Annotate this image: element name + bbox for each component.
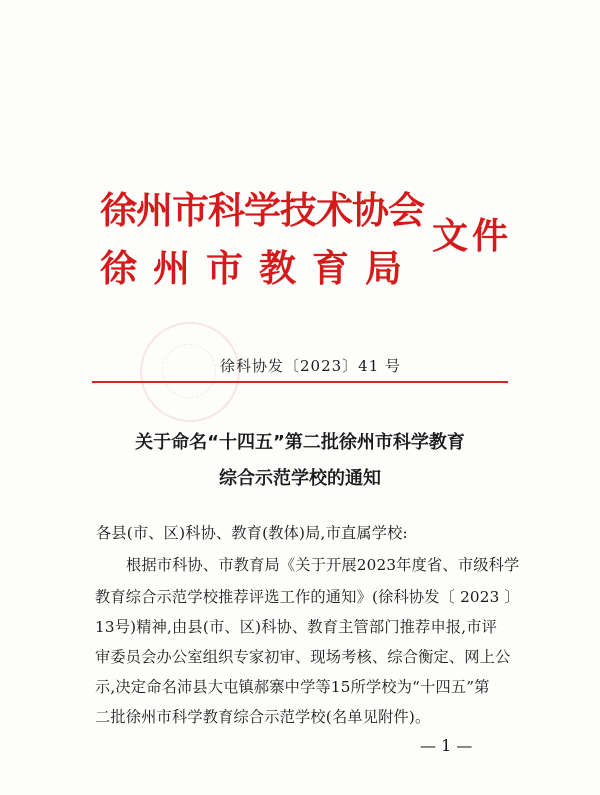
notice-title-line-1: 关于命名“十四五”第二批徐州市科学教育	[135, 432, 465, 453]
issuer-name-education-bureau: 徐州市教育局	[100, 247, 418, 290]
body-text-line: 二批徐州市科学教育综合示范学校(名单见附件)。	[95, 708, 431, 726]
issuer-name-science-association: 徐州市科学技术协会	[100, 189, 424, 232]
faint-seal-inner-ring	[162, 344, 216, 398]
body-text-line: 教育综合示范学校推荐评选工作的通知》(徐科协发〔 2023 〕	[95, 588, 520, 606]
notice-title-line-2: 综合示范学校的通知	[219, 468, 381, 489]
salutation: 各县(市、区)科协、教育(教体)局,市直属学校:	[96, 524, 408, 542]
body-text-line: 根据市科协、市教育局《关于开展2023年度省、市级科学	[126, 556, 520, 574]
document-type-label: 文件	[432, 216, 513, 257]
page-number: — 1 —	[420, 736, 473, 755]
red-divider-line	[92, 381, 508, 383]
body-text-line: 13号)精神,由县(市、区)科协、教育主管部门推荐申报,市评	[95, 618, 498, 636]
document-number: 徐科协发〔2023〕41 号	[220, 357, 402, 375]
body-text-line: 审委员会办公室组织专家初审、现场考核、综合衡定、网上公	[95, 648, 511, 666]
body-text-line: 示,决定命名沛县大屯镇郝寨中学等15所学校为“十四五”第	[95, 678, 490, 696]
